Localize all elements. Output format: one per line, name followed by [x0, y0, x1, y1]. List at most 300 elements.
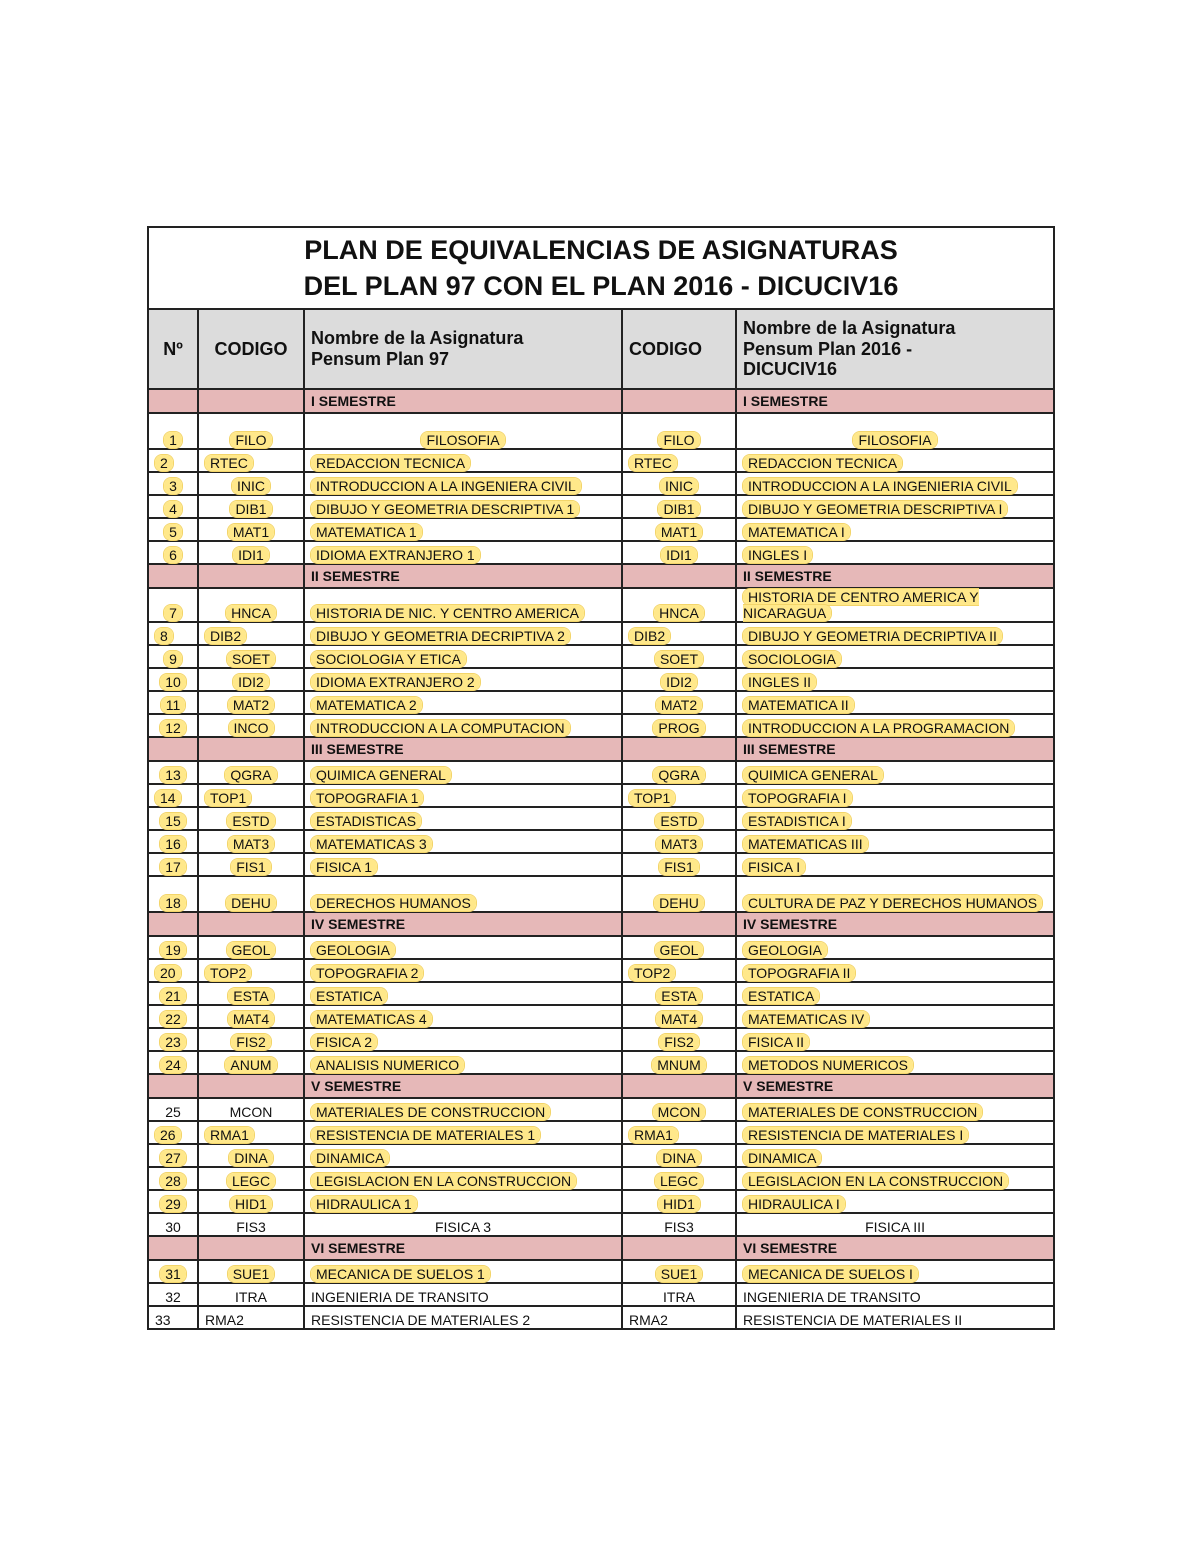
equivalence-sheet: [147, 226, 1053, 1330]
code-97-text: MCON: [229, 1104, 273, 1121]
code-2016-text: HNCA: [654, 605, 704, 621]
subject-2016: [736, 691, 1054, 714]
header-row: [148, 309, 1054, 389]
subject-97: [304, 413, 622, 449]
row-number-text: 30: [165, 1219, 181, 1236]
subject-2016-text: TOPOGRAFIA II: [743, 965, 855, 981]
code-97-text: MAT2: [228, 697, 274, 713]
subject-97: [304, 761, 622, 784]
table-row: [148, 830, 1054, 853]
subject-97: [304, 518, 622, 541]
semester-row: [148, 1074, 1054, 1098]
subject-2016-text: RESISTENCIA DE MATERIALES II: [743, 1312, 963, 1329]
semester-empty-cell: [622, 737, 736, 761]
code-2016-text: DEHU: [654, 895, 704, 911]
subject-2016-text: GEOLOGIA: [743, 942, 827, 958]
code-2016-text: DINA: [657, 1150, 700, 1166]
semester-empty-cell: [622, 389, 736, 413]
subject-97-text: INGENIERIA DE TRANSITO: [311, 1289, 489, 1306]
table-row: [148, 761, 1054, 784]
row-number-text: 21: [160, 988, 186, 1004]
semester-label-2016: I SEMESTRE: [736, 389, 1054, 413]
code-2016: [622, 622, 736, 645]
code-2016-text: IDI1: [661, 547, 697, 563]
subject-97-text: DIBUJO Y GEOMETRIA DESCRIPTIVA 1: [311, 501, 579, 517]
subject-2016: [736, 761, 1054, 784]
subject-2016: [736, 1283, 1054, 1306]
row-number: [148, 472, 198, 495]
code-2016-text: FILO: [658, 432, 699, 448]
subject-2016: [736, 830, 1054, 853]
subject-97: [304, 645, 622, 668]
code-97-text: RTEC: [205, 455, 253, 471]
subject-97: [304, 853, 622, 876]
semester-empty-cell: [148, 564, 198, 588]
subject-2016: [736, 853, 1054, 876]
subject-97: [304, 1144, 622, 1167]
subject-97-text: DINAMICA: [311, 1150, 389, 1166]
subject-2016-text: HISTORIA DE CENTRO AMERICA Y NICARAGUA: [743, 589, 979, 622]
table-row: [148, 1167, 1054, 1190]
subject-2016-text: LEGISLACION EN LA CONSTRUCCION: [743, 1173, 1008, 1189]
subject-2016: [736, 876, 1054, 912]
semester-empty-cell: [622, 564, 736, 588]
semester-empty-cell: [148, 1236, 198, 1260]
subject-97: [304, 668, 622, 691]
row-number: [148, 449, 198, 472]
semester-empty-cell: [622, 912, 736, 936]
code-2016: [622, 1306, 736, 1329]
row-number-text: 16: [160, 836, 186, 852]
subject-97-text: MECANICA DE SUELOS 1: [311, 1266, 490, 1282]
code-2016-text: GEOL: [655, 942, 704, 958]
subject-97: [304, 1098, 622, 1121]
code-2016-text: RMA2: [629, 1312, 668, 1329]
subject-2016: [736, 518, 1054, 541]
header-name-97: [304, 309, 622, 389]
subject-2016: [736, 1005, 1054, 1028]
row-number: [148, 761, 198, 784]
subject-97-text: FILOSOFIA: [421, 432, 504, 448]
subject-2016-text: MATEMATICAS IV: [743, 1011, 869, 1027]
subject-2016-text: INTRODUCCION A LA INGENIERIA CIVIL: [743, 478, 1017, 494]
subject-97-text: ANALISIS NUMERICO: [311, 1057, 464, 1073]
code-2016: [622, 1167, 736, 1190]
code-97-text: FILO: [230, 432, 271, 448]
title-line-1: PLAN DE EQUIVALENCIAS DE ASIGNATURAS: [304, 234, 898, 265]
code-2016: [622, 1005, 736, 1028]
code-97: [198, 668, 304, 691]
code-2016: [622, 413, 736, 449]
semester-empty-cell: [622, 1236, 736, 1260]
subject-97: [304, 1260, 622, 1283]
subject-2016-text: TOPOGRAFIA I: [743, 790, 852, 806]
code-2016-text: QGRA: [653, 767, 704, 783]
table-row: [148, 853, 1054, 876]
semester-label-2016: II SEMESTRE: [736, 564, 1054, 588]
subject-97: [304, 807, 622, 830]
row-number-text: 33: [155, 1312, 171, 1329]
table-row: [148, 1051, 1054, 1074]
row-number-text: 11: [161, 697, 186, 713]
row-number-text: 29: [160, 1196, 186, 1212]
table-row: [148, 1144, 1054, 1167]
row-number: [148, 622, 198, 645]
subject-2016: [736, 413, 1054, 449]
subject-97-text: HIDRAULICA 1: [311, 1196, 417, 1212]
subject-2016-text: ESTATICA: [743, 988, 819, 1004]
row-number-text: 17: [160, 859, 186, 875]
subject-97-text: ESTADISTICAS: [311, 813, 421, 829]
code-2016: [622, 1144, 736, 1167]
code-97: [198, 622, 304, 645]
semester-empty-cell: [198, 389, 304, 413]
code-2016: [622, 1190, 736, 1213]
row-number: [148, 1005, 198, 1028]
subject-97-text: IDIOMA EXTRANJERO 2: [311, 674, 480, 690]
subject-97-text: MATERIALES DE CONSTRUCCION: [311, 1104, 550, 1120]
code-2016-text: INIC: [660, 478, 698, 494]
code-2016-text: MAT1: [656, 524, 702, 540]
code-97: [198, 645, 304, 668]
code-97-text: GEOL: [227, 942, 276, 958]
subject-97: [304, 495, 622, 518]
code-97: [198, 472, 304, 495]
code-2016: [622, 1121, 736, 1144]
subject-2016-text: HIDRAULICA I: [743, 1196, 845, 1212]
code-2016: [622, 1028, 736, 1051]
code-2016: [622, 714, 736, 737]
code-97-text: ITRA: [235, 1289, 267, 1306]
code-97: [198, 784, 304, 807]
row-number-text: 25: [165, 1104, 181, 1121]
subject-2016-text: DIBUJO Y GEOMETRIA DECRIPTIVA II: [743, 628, 1002, 644]
subject-2016-text: MATERIALES DE CONSTRUCCION: [743, 1104, 982, 1120]
subject-97-text: SOCIOLOGIA Y ETICA: [311, 651, 466, 667]
title-row: [148, 227, 1054, 309]
code-97: [198, 830, 304, 853]
subject-2016-text: REDACCION TECNICA: [743, 455, 902, 471]
semester-label-97: V SEMESTRE: [304, 1074, 622, 1098]
row-number-text: 27: [160, 1150, 186, 1166]
subject-97-text: TOPOGRAFIA 1: [311, 790, 423, 806]
semester-empty-cell: [148, 1074, 198, 1098]
subject-97: [304, 588, 622, 622]
subject-2016: [736, 1028, 1054, 1051]
code-2016: [622, 830, 736, 853]
row-number: [148, 784, 198, 807]
subject-97: [304, 936, 622, 959]
header-name-2016: [736, 309, 1054, 389]
subject-97: [304, 959, 622, 982]
row-number-text: 31: [160, 1266, 186, 1282]
subject-2016-text: MATEMATICA I: [743, 524, 850, 540]
subject-97-text: GEOLOGIA: [311, 942, 395, 958]
subject-2016-text: QUIMICA GENERAL: [743, 767, 883, 783]
table-row: [148, 714, 1054, 737]
subject-97: [304, 1306, 622, 1329]
semester-label-97: III SEMESTRE: [304, 737, 622, 761]
subject-97: [304, 1283, 622, 1306]
table-row: [148, 588, 1054, 622]
row-number: [148, 588, 198, 622]
table-row: [148, 959, 1054, 982]
subject-97: [304, 830, 622, 853]
subject-2016-text: MECANICA DE SUELOS I: [743, 1266, 918, 1282]
row-number: [148, 1190, 198, 1213]
code-2016: [622, 1213, 736, 1236]
row-number: [148, 1051, 198, 1074]
row-number: [148, 518, 198, 541]
header-name-2016-line-2: Pensum Plan 2016 -: [743, 338, 913, 359]
code-97: [198, 691, 304, 714]
subject-2016-text: ESTADISTICA I: [743, 813, 851, 829]
code-2016-text: MNUM: [652, 1057, 706, 1073]
row-number: [148, 1028, 198, 1051]
code-2016-text: IDI2: [661, 674, 697, 690]
row-number: [148, 645, 198, 668]
row-number: [148, 1260, 198, 1283]
table-row: [148, 1190, 1054, 1213]
code-2016: [622, 588, 736, 622]
subject-97-text: FISICA 3: [434, 1219, 492, 1236]
subject-2016: [736, 1144, 1054, 1167]
subject-97: [304, 1121, 622, 1144]
row-number-text: 13: [160, 767, 186, 783]
code-2016-text: ITRA: [663, 1289, 695, 1306]
code-2016: [622, 936, 736, 959]
semester-row: [148, 389, 1054, 413]
row-number: [148, 876, 198, 912]
row-number: [148, 936, 198, 959]
code-97-text: INIC: [232, 478, 270, 494]
subject-97-text: INTRODUCCION A LA INGENIERA CIVIL: [311, 478, 581, 494]
code-97-text: MAT4: [228, 1011, 274, 1027]
semester-label-97: IV SEMESTRE: [304, 912, 622, 936]
code-97-text: INCO: [229, 720, 274, 736]
subject-97: [304, 622, 622, 645]
code-97-text: RMA1: [205, 1127, 254, 1143]
code-2016: [622, 853, 736, 876]
table-row: [148, 691, 1054, 714]
subject-97-text: MATEMATICAS 4: [311, 1011, 432, 1027]
subject-2016-text: INGLES I: [743, 547, 812, 563]
row-number-text: 22: [160, 1011, 186, 1027]
subject-2016-text: FILOSOFIA: [853, 432, 936, 448]
subject-97-text: ESTATICA: [311, 988, 387, 1004]
code-2016-text: ESTA: [656, 988, 702, 1004]
row-number-text: 3: [164, 478, 182, 494]
row-number: [148, 1167, 198, 1190]
row-number-text: 32: [165, 1289, 181, 1306]
code-97: [198, 449, 304, 472]
code-2016: [622, 518, 736, 541]
row-number-text: 2: [155, 455, 173, 471]
code-97: [198, 1213, 304, 1236]
semester-label-97: II SEMESTRE: [304, 564, 622, 588]
code-2016: [622, 541, 736, 564]
subject-2016-text: MATEMATICAS III: [743, 836, 868, 852]
row-number-text: 5: [164, 524, 182, 540]
code-97-text: HID1: [230, 1196, 272, 1212]
subject-2016: [736, 982, 1054, 1005]
row-number: [148, 691, 198, 714]
subject-2016: [736, 1306, 1054, 1329]
table-row: [148, 807, 1054, 830]
code-2016-text: RTEC: [629, 455, 677, 471]
code-2016: [622, 982, 736, 1005]
semester-row: [148, 737, 1054, 761]
semester-empty-cell: [198, 564, 304, 588]
table-row: [148, 668, 1054, 691]
subject-97: [304, 1213, 622, 1236]
code-2016-text: HID1: [658, 1196, 700, 1212]
row-number: [148, 714, 198, 737]
subject-2016: [736, 645, 1054, 668]
subject-97: [304, 784, 622, 807]
subject-2016-text: INGLES II: [743, 674, 816, 690]
code-97: [198, 1051, 304, 1074]
header-name-97-line-1: Nombre de la Asignatura: [311, 328, 524, 349]
code-97-text: DIB2: [205, 628, 246, 644]
semester-label-2016: VI SEMESTRE: [736, 1236, 1054, 1260]
code-97: [198, 1098, 304, 1121]
table-row: [148, 1260, 1054, 1283]
code-97: [198, 1121, 304, 1144]
table-row: [148, 1283, 1054, 1306]
row-number: [148, 1121, 198, 1144]
code-97: [198, 959, 304, 982]
code-97: [198, 807, 304, 830]
code-2016: [622, 668, 736, 691]
code-2016-text: TOP2: [629, 965, 675, 981]
subject-2016: [736, 668, 1054, 691]
row-number: [148, 541, 198, 564]
table-row: [148, 518, 1054, 541]
subject-97: [304, 1028, 622, 1051]
subject-97-text: MATEMATICA 1: [311, 524, 422, 540]
row-number: [148, 1098, 198, 1121]
row-number-text: 12: [160, 720, 186, 736]
subject-2016: [736, 714, 1054, 737]
semester-empty-cell: [198, 1236, 304, 1260]
table-row: [148, 1121, 1054, 1144]
row-number-text: 8: [155, 628, 173, 644]
subject-97: [304, 876, 622, 912]
code-2016: [622, 1098, 736, 1121]
row-number-text: 10: [160, 674, 186, 690]
semester-label-97: VI SEMESTRE: [304, 1236, 622, 1260]
subject-97: [304, 472, 622, 495]
subject-2016: [736, 1260, 1054, 1283]
subject-2016: [736, 1121, 1054, 1144]
semester-label-2016: III SEMESTRE: [736, 737, 1054, 761]
code-2016: [622, 761, 736, 784]
subject-97-text: IDIOMA EXTRANJERO 1: [311, 547, 480, 563]
code-2016-text: FIS1: [659, 859, 699, 875]
subject-2016: [736, 588, 1054, 622]
header-code-2016: CODIGO: [622, 309, 736, 389]
code-2016: [622, 1051, 736, 1074]
subject-97: [304, 541, 622, 564]
header-name-2016-line-3: DICUCIV16: [743, 359, 838, 380]
code-97-text: MAT3: [228, 836, 274, 852]
table-row: [148, 784, 1054, 807]
code-97-text: ESTD: [227, 813, 274, 829]
row-number: [148, 853, 198, 876]
subject-2016-text: INGENIERIA DE TRANSITO: [743, 1289, 921, 1306]
subject-2016: [736, 1213, 1054, 1236]
header-code-97: CODIGO: [198, 309, 304, 389]
code-97: [198, 1190, 304, 1213]
code-2016: [622, 1283, 736, 1306]
code-2016-text: RMA1: [629, 1127, 678, 1143]
code-2016: [622, 472, 736, 495]
row-number: [148, 1306, 198, 1329]
code-2016-text: SUE1: [656, 1266, 703, 1282]
table-row: [148, 413, 1054, 449]
code-2016-text: DIB2: [629, 628, 670, 644]
subject-97-text: QUIMICA GENERAL: [311, 767, 451, 783]
code-2016: [622, 876, 736, 912]
code-2016-text: TOP1: [629, 790, 675, 806]
table-row: [148, 1098, 1054, 1121]
semester-label-97: I SEMESTRE: [304, 389, 622, 413]
row-number-text: 6: [164, 547, 182, 563]
subject-97: [304, 714, 622, 737]
code-2016-text: LEGC: [655, 1173, 703, 1189]
subject-2016-text: RESISTENCIA DE MATERIALES I: [743, 1127, 968, 1143]
subject-97: [304, 449, 622, 472]
code-97-text: FIS2: [231, 1034, 271, 1050]
code-2016: [622, 784, 736, 807]
code-97: [198, 541, 304, 564]
code-97-text: ANUM: [225, 1057, 276, 1073]
semester-empty-cell: [148, 737, 198, 761]
subject-97: [304, 982, 622, 1005]
subject-2016-text: METODOS NUMERICOS: [743, 1057, 913, 1073]
row-number-text: 20: [155, 965, 181, 981]
subject-2016-text: FISICA III: [865, 1219, 925, 1236]
subject-2016-text: DINAMICA: [743, 1150, 821, 1166]
code-97-text: SUE1: [228, 1266, 275, 1282]
code-97: [198, 853, 304, 876]
header-name-97-line-2: Pensum Plan 97: [311, 349, 450, 369]
table-row: [148, 472, 1054, 495]
code-2016-text: MAT4: [656, 1011, 702, 1027]
semester-empty-cell: [148, 389, 198, 413]
subject-2016-text: SOCIOLOGIA: [743, 651, 841, 667]
code-2016-text: MCON: [653, 1104, 706, 1120]
subject-2016: [736, 1167, 1054, 1190]
table-row: [148, 1306, 1054, 1329]
code-97-text: DIB1: [230, 501, 271, 517]
subject-97-text: FISICA 2: [311, 1034, 377, 1050]
table-row: [148, 982, 1054, 1005]
row-number: [148, 668, 198, 691]
subject-2016: [736, 541, 1054, 564]
row-number: [148, 807, 198, 830]
code-97: [198, 761, 304, 784]
semester-empty-cell: [198, 912, 304, 936]
subject-97: [304, 1190, 622, 1213]
row-number-text: 14: [155, 790, 181, 806]
equivalence-table: [147, 226, 1055, 1330]
row-number: [148, 413, 198, 449]
code-97: [198, 982, 304, 1005]
code-97: [198, 876, 304, 912]
table-row: [148, 936, 1054, 959]
